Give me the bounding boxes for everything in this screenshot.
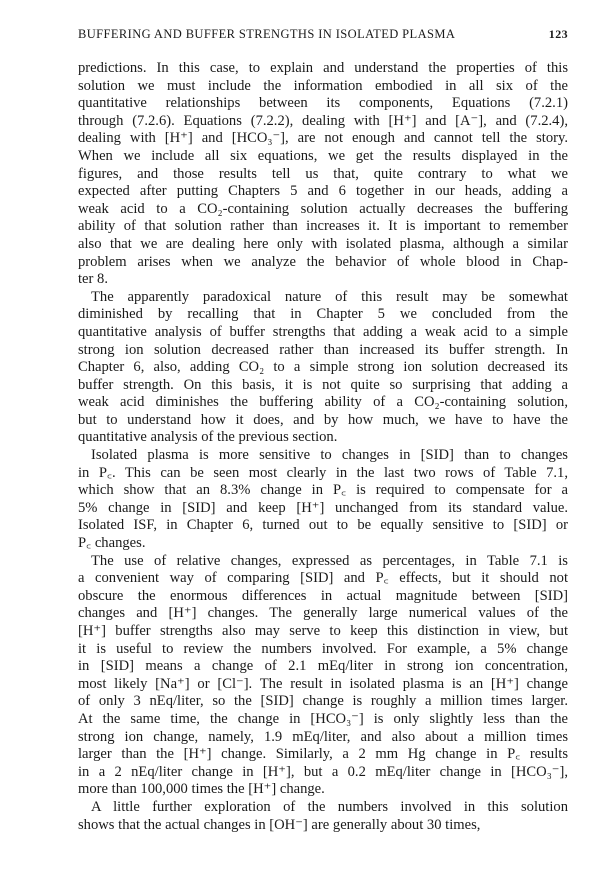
text-line: problem arises when we analyze the behavior of whole blood in Chap- bbox=[78, 253, 568, 270]
text-line: also that we are dealing here only with isolated plasma, although a similar bbox=[78, 235, 568, 252]
text-line: At the same time, the change in [HCO₃⁻] is only slightly less than the bbox=[78, 710, 568, 727]
paragraph bbox=[78, 799, 568, 834]
text-line: larger than the [H⁺] change. Similarly, a 2 mm Hg change in P꜀ results bbox=[78, 746, 568, 763]
text-line: [H⁺] buffer strengths also may serve to keep this distinction in view, but bbox=[78, 623, 568, 639]
text-line: expected after putting Chapters 5 and 6 together in our heads, adding a bbox=[78, 183, 568, 200]
paragraph bbox=[78, 447, 568, 553]
text-line: which show that an 8.3% change in P꜀ is required to compensate for a bbox=[78, 482, 568, 499]
text-line: figures, and those results tell us that, quite contrary to what we bbox=[78, 165, 568, 182]
text-line: in P꜀. This can be seen most clearly in the last two rows of Table 7.1, bbox=[78, 464, 568, 481]
text-line: The use of relative changes, expressed as percentages, in Table 7.1 is bbox=[91, 552, 568, 569]
text-line: buffer strength. On this basis, it is not quite so surprising that adding a bbox=[78, 376, 568, 393]
text-line: 5% change in [SID] and keep [H⁺] unchanged from its standard value. bbox=[78, 499, 568, 516]
text-line: quantitative relationships between its components, Equations (7.2.1) bbox=[78, 95, 568, 112]
text-line: predictions. In this case, to explain and understand the properties of this bbox=[78, 60, 568, 76]
text-line: quantitative analysis of buffer strengths that adding a weak acid to a simple bbox=[78, 323, 568, 340]
text-line: The apparently paradoxical nature of this result may be somewhat bbox=[91, 288, 568, 305]
text-line: Isolated ISF, in Chapter 6, turned out to be equally sensitive to [SID] or bbox=[78, 517, 568, 534]
text-line: a convenient way of comparing [SID] and P꜀ effects, but it should not bbox=[78, 570, 568, 587]
text-line: but to understand how it does, and by how much, we have to have the bbox=[78, 411, 568, 428]
text-line: A little further exploration of the numbers involved in this solution bbox=[91, 798, 568, 815]
text-line: When we include all six equations, we get the results displayed in the bbox=[78, 147, 568, 164]
text-line: P꜀ changes. bbox=[78, 535, 146, 552]
text-line: most likely [Na⁺] or [Cl⁻]. The result in isolated plasma is an [H⁺] change bbox=[78, 675, 568, 692]
text-line: weak acid to a CO₂-containing solution actually decreases the buffering bbox=[78, 200, 568, 217]
text-line: ability of that solution rather than increases it. It is important to remember bbox=[78, 218, 568, 235]
page-number: 123 bbox=[548, 27, 568, 41]
text-line: weak acid diminishes the buffering ability of a CO₂-containing solution, bbox=[78, 394, 568, 411]
paragraph bbox=[78, 289, 568, 447]
paragraph bbox=[78, 553, 568, 799]
text-line: Chapter 6, also, adding CO₂ to a simple strong ion solution decreased its bbox=[78, 359, 568, 376]
text-line: Isolated plasma is more sensitive to changes in [SID] than to changes bbox=[91, 447, 568, 464]
text-line: quantitative analysis of the previous section. bbox=[78, 429, 338, 446]
paragraph bbox=[78, 60, 568, 289]
text-line: diminished by recalling that in Chapter 5 we concluded from the bbox=[78, 306, 568, 323]
text-line: changes and [H⁺] changes. The generally large numerical values of the bbox=[78, 605, 568, 622]
text-line: it is useful to review the numbers involved. For example, a 5% change bbox=[78, 640, 568, 657]
text-line: strong ion change, namely, 1.9 mEq/liter, and also about a million times bbox=[78, 728, 568, 745]
text-line: strong ion solution decreased rather than increased its buffer strength. In bbox=[78, 341, 568, 358]
text-line: solution we must include the information embodied in all six of the bbox=[78, 77, 568, 94]
text-line: in [SID] means a change of 2.1 mEq/liter in strong ion concentration, bbox=[78, 658, 568, 675]
text-line: obscure the enormous differences in actual magnitude between [SID] bbox=[78, 587, 568, 604]
text-line: shows that the actual changes in [OH⁻] are generally about 30 times, bbox=[78, 816, 481, 833]
body-text bbox=[78, 60, 568, 834]
text-line: ter 8. bbox=[78, 271, 108, 288]
text-line: through (7.2.6). Equations (7.2.2), dealing with [H⁺] and [A⁻], and (7.2.4), bbox=[78, 112, 568, 129]
text-line: dealing with [H⁺] and [HCO₃⁻], are not enough and cannot tell the story. bbox=[78, 130, 568, 147]
text-line: more than 100,000 times the [H⁺] change. bbox=[78, 781, 325, 798]
text-line: in a 2 nEq/liter change in [H⁺], but a 0.2 mEq/liter change in [HCO₃⁻], bbox=[78, 763, 568, 780]
running-title: BUFFERING AND BUFFER STRENGTHS IN ISOLATED PLASMA bbox=[78, 27, 456, 41]
running-header bbox=[78, 27, 568, 42]
text-line: of only 3 nEq/liter, so the [SID] change is roughly a million times larger. bbox=[78, 693, 568, 710]
